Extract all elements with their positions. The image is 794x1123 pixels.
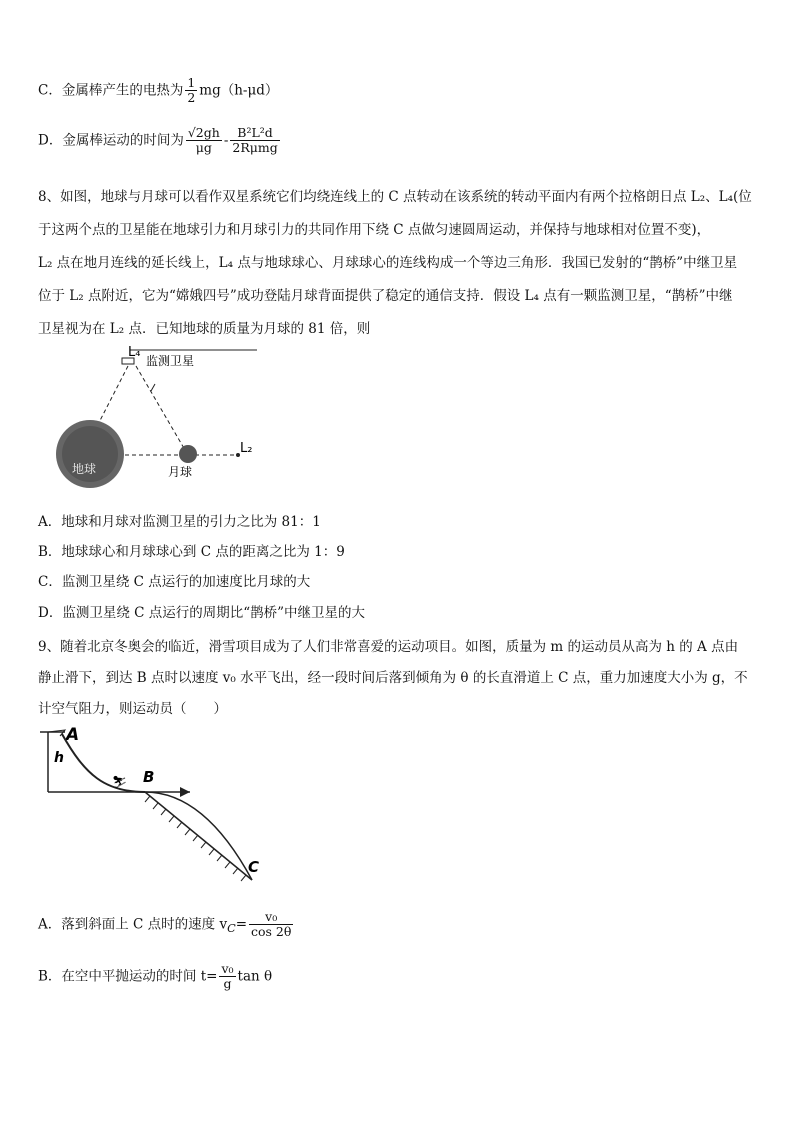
h-label: h [54, 750, 64, 766]
velocity-arrow [180, 787, 190, 797]
q7-option-d: D．金属棒运动的时间为 $\frac{√2gh}{\mu g}$ - $\frac{\text{B²L²d}}{\text{2Rμmg}}$ [38, 125, 278, 156]
q9-line-3: 计空气阻力，则运动员（ ） [38, 701, 227, 717]
point-b-label: B [143, 768, 155, 786]
q8-line-5: 卫星视为在 L₂ 点．已知地球的质量为月球的 81 倍，则 [38, 321, 371, 337]
moon-label: 月球 [168, 465, 193, 479]
q9-option-a: A．落到斜面上 C 点时的速度 $v_C=$ $\frac{\text{v₀}}{\cos 2\theta}$ [38, 909, 292, 940]
option-text-suffix: mg（h-μd） [199, 82, 279, 99]
q8-option-d: D．监测卫星绕 C 点运行的周期比“鹊桥”中继卫星的大 [38, 605, 366, 621]
skier-icon: ⛷ [112, 775, 128, 789]
q9-line-2: 静止滑下，到达 B 点时以速度 v₀ 水平飞出，经一段时间后落到倾角为 θ 的长直滑道上 C 点，重力加速度大小为 g，不 [38, 670, 748, 686]
l2-label: L₂ [240, 441, 253, 456]
fraction: $\frac{√2gh}{\mu g}$ [187, 125, 220, 156]
q8-option-a: A．地球和月球对监测卫星的引力之比为 81：1 [38, 514, 321, 530]
fraction: $\frac{\text{v₀}}{g}$ [221, 961, 234, 992]
option-text: C．金属棒产生的电热为 [38, 82, 184, 99]
q8-line-2: 于这两个点的卫星能在地球引力和月球引力的共同作用下绕 C 点做匀速圆周运动，并保持与地球相对位置不变)， [38, 222, 711, 238]
l4-label: L₄ [128, 345, 141, 360]
q8-line-4: 位于 L₂ 点附近，它为“嫦娥四号”成功登陆月球背面提供了稳定的通信支持．假设 L₄ 点有一颗监测卫星，“鹊桥”中继 [38, 288, 733, 304]
point-a-label: A [66, 725, 80, 745]
option-text: D．金属棒运动的时间为 [38, 132, 184, 149]
moon [179, 445, 197, 463]
satellite-label: 监测卫星 [146, 354, 195, 368]
q9-line-1: 9、随着北京冬奥会的临近，滑雪项目成为了人们非常喜爱的运动项目。如图，质量为 m 的运动员从高为 h 的 A 点由 [38, 639, 739, 655]
q8-option-b: B．地球球心和月球球心到 C 点的距离之比为 1：9 [38, 544, 345, 560]
fraction: $\frac{1}{2}$ [187, 75, 196, 106]
q8-option-c: C．监测卫星绕 C 点运行的加速度比月球的大 [38, 574, 311, 590]
ski-jump-figure [40, 720, 275, 895]
q8-line-3: L₂ 点在地月连线的延长线上，L₄ 点与地球球心、月球球心的连线构成一个等边三角形．我国已发射的“鹊桥”中继卫星 [38, 255, 738, 271]
earth-label: 地球 [72, 462, 97, 476]
earth-moon-figure [50, 340, 265, 500]
fraction: $\frac{\text{B²L²d}}{\text{2Rμmg}}$ [232, 125, 278, 156]
q8-line-1: 8、如图，地球与月球可以看作双星系统它们均绕连线上的 C 点转动在该系统的转动平面内有两个拉格朗日点 L₂、L₄(位 [38, 189, 752, 205]
q7-option-c [38, 76, 278, 106]
incline-line [145, 792, 252, 880]
q9-option-b: B．在空中平抛运动的时间 t= $\frac{\text{v₀}}{g}$ tan θ [38, 961, 273, 992]
point-c-label: C [248, 858, 260, 876]
fraction: $\frac{\text{v₀}}{\cos 2\theta}$ [251, 909, 292, 940]
